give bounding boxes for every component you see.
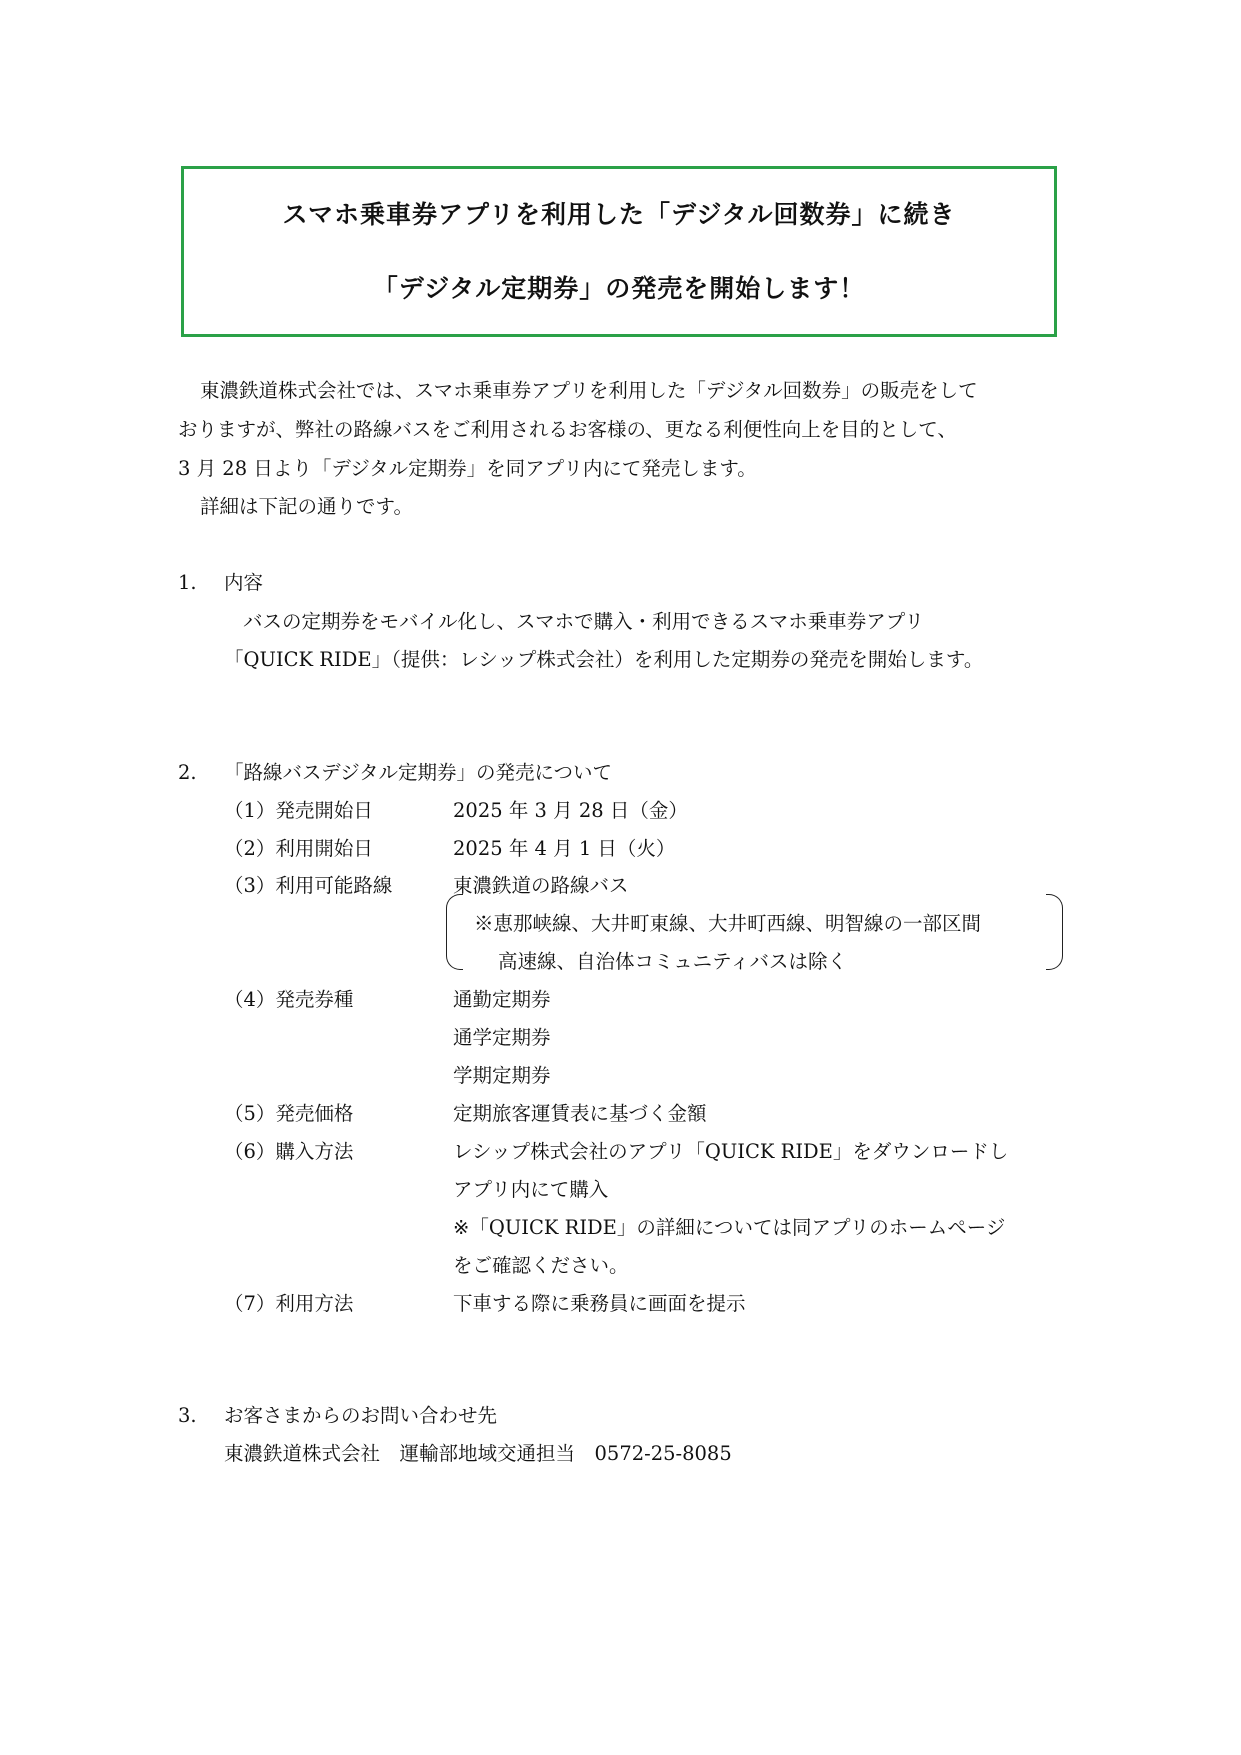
note-bracket-right — [1046, 894, 1063, 970]
item-label-4: （4）発売券種 — [224, 988, 354, 1011]
item-value-6c: ※「QUICK RIDE」の詳細については同アプリのホームページ — [453, 1216, 1006, 1239]
item-value-6a: レシップ株式会社のアプリ「QUICK RIDE」をダウンロードし — [453, 1140, 1009, 1163]
section1-body-2: 「QUICK RIDE」（提供：レシップ株式会社）を利用した定期券の発売を開始します。 — [224, 648, 984, 671]
contact-line: 東濃鉄道株式会社 運輸部地域交通担当 0572-25-8085 — [224, 1442, 732, 1465]
item-value-3: 東濃鉄道の路線バス — [453, 874, 629, 897]
item-value-6d: をご確認ください。 — [453, 1254, 629, 1277]
item-value-1: 2025 年 3 月 28 日（金） — [453, 799, 688, 822]
item-label-5: （5）発売価格 — [224, 1102, 354, 1125]
route-note-1: ※恵那峡線、大井町東線、大井町西線、明智線の一部区間 — [474, 912, 982, 935]
item-value-4c: 学期定期券 — [453, 1064, 551, 1087]
title-box — [181, 166, 1057, 337]
section1-body-1: バスの定期券をモバイル化し、スマホで購入・利用できるスマホ乗車券アプリ — [243, 610, 924, 633]
item-value-2: 2025 年 4 月 1 日（火） — [453, 837, 676, 860]
item-value-5: 定期旅客運賃表に基づく金額 — [453, 1102, 707, 1125]
route-note-2: 高速線、自治体コミュニティバスは除く — [498, 950, 848, 973]
note-bracket-left — [446, 894, 463, 970]
item-value-4a: 通勤定期券 — [453, 988, 551, 1011]
item-value-7: 下車する際に乗務員に画面を提示 — [453, 1292, 746, 1315]
intro-line-1: 東濃鉄道株式会社では、スマホ乗車券アプリを利用した「デジタル回数券」の販売をして — [200, 379, 978, 402]
item-label-1: （1）発売開始日 — [224, 799, 373, 822]
item-label-7: （7）利用方法 — [224, 1292, 354, 1315]
item-label-3: （3）利用可能路線 — [224, 874, 393, 897]
intro-line-4: 詳細は下記の通りです。 — [200, 495, 413, 518]
item-value-4b: 通学定期券 — [453, 1026, 551, 1049]
section1-number: 1. — [178, 571, 197, 594]
intro-line-2: おりますが、弊社の路線バスをご利用されるお客様の、更なる利便性向上を目的として、 — [178, 418, 957, 441]
item-label-2: （2）利用開始日 — [224, 837, 373, 860]
section1-heading: 内容 — [224, 571, 264, 594]
item-label-6: （6）購入方法 — [224, 1140, 354, 1163]
title-line-2: 「デジタル定期券」の発売を開始します！ — [372, 274, 866, 303]
section3-number: 3. — [178, 1404, 197, 1427]
title-line-1: スマホ乗車券アプリを利用した「デジタル回数券」に続き — [282, 200, 956, 229]
item-value-6b: アプリ内にて購入 — [453, 1178, 609, 1201]
section2-heading: 「路線バスデジタル定期券」の発売について — [224, 761, 613, 784]
section2-number: 2. — [178, 761, 197, 784]
intro-line-3: 3 月 28 日より「デジタル定期券」を同アプリ内にて発売します。 — [178, 457, 757, 480]
section3-heading: お客さまからのお問い合わせ先 — [224, 1404, 498, 1427]
